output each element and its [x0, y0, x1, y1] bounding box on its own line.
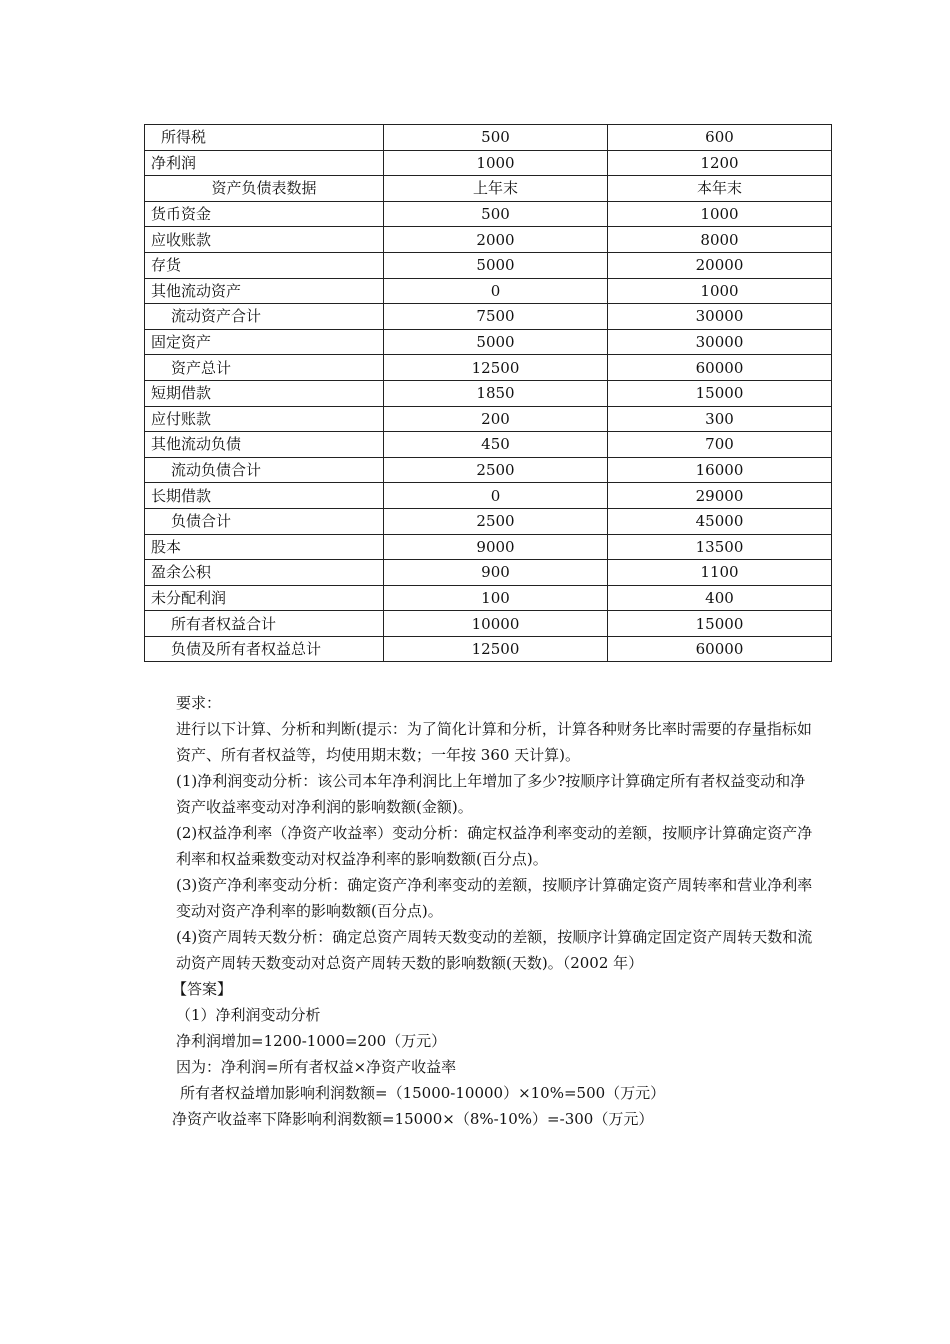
prev-year-value: 0	[384, 483, 608, 509]
curr-year-value: 15000	[608, 611, 832, 637]
row-label: 未分配利润	[145, 585, 384, 611]
table-row	[145, 508, 832, 534]
curr-year-value: 16000	[608, 457, 832, 483]
curr-year-value: 700	[608, 432, 832, 458]
prev-year-value: 100	[384, 585, 608, 611]
curr-year-value: 400	[608, 585, 832, 611]
row-label: 所得税	[145, 125, 384, 151]
table-row	[145, 560, 832, 586]
financial-data-table	[144, 124, 832, 662]
prev-year-value: 2000	[384, 227, 608, 253]
prev-year-value: 5000	[384, 252, 608, 278]
prev-year-value: 0	[384, 278, 608, 304]
table-row	[145, 125, 832, 151]
row-label: 流动负债合计	[145, 457, 384, 483]
curr-year-value: 8000	[608, 227, 832, 253]
requirement-item-2: (2)权益净利率（净资产收益率）变动分析：确定权益净利率变动的差额，按顺序计算确定资产净利率和权益乘数变动对权益净利率的影响数额(百分点)。	[176, 824, 813, 868]
curr-year-value: 13500	[608, 534, 832, 560]
prev-year-value: 12500	[384, 355, 608, 381]
prev-year-value: 10000	[384, 611, 608, 637]
answer-section-1: （1）净利润变动分析	[176, 1006, 321, 1024]
answer-line-3: 所有者权益增加影响利润数额=（15000-10000）×10%=500（万元）	[180, 1084, 666, 1102]
answer-line-4: 净资产收益率下降影响利润数额=15000×（8%-10%）=-300（万元）	[172, 1110, 654, 1128]
table-row	[145, 278, 832, 304]
prev-year-value: 5000	[384, 329, 608, 355]
answer-line-2: 因为：净利润=所有者权益×净资产收益率	[176, 1058, 457, 1076]
row-label: 长期借款	[145, 483, 384, 509]
curr-year-value: 15000	[608, 380, 832, 406]
curr-year-value: 1000	[608, 201, 832, 227]
curr-year-value: 60000	[608, 636, 832, 662]
curr-year-value: 29000	[608, 483, 832, 509]
prev-year-value: 1000	[384, 150, 608, 176]
table-row	[145, 304, 832, 330]
row-label: 其他流动资产	[145, 278, 384, 304]
row-label: 资产总计	[145, 355, 384, 381]
row-label: 货币资金	[145, 201, 384, 227]
curr-year-value: 300	[608, 406, 832, 432]
table-row	[145, 457, 832, 483]
prev-year-value: 7500	[384, 304, 608, 330]
curr-year-value: 30000	[608, 304, 832, 330]
prev-year-value: 500	[384, 201, 608, 227]
prev-year-value: 450	[384, 432, 608, 458]
prev-year-value: 2500	[384, 508, 608, 534]
row-label: 资产负债表数据	[145, 176, 384, 202]
table-row	[145, 201, 832, 227]
table-row	[145, 611, 832, 637]
requirements-intro: 进行以下计算、分析和判断(提示：为了简化计算和分析，计算各种财务比率时需要的存量指标如资产、所有者权益等，均使用期末数；一年按 360 天计算)。	[176, 720, 812, 764]
table-row	[145, 329, 832, 355]
table-row	[145, 432, 832, 458]
row-label: 净利润	[145, 150, 384, 176]
answer-line-1: 净利润增加=1200-1000=200（万元）	[176, 1032, 447, 1050]
table-row	[145, 150, 832, 176]
requirement-item-4: (4)资产周转天数分析：确定总资产周转天数变动的差额，按顺序计算确定固定资产周转天数和流动资产周转天数变动对总资产周转天数的影响数额(天数)。（2002 年）	[176, 928, 813, 972]
prev-year-value: 2500	[384, 457, 608, 483]
table-row	[145, 483, 832, 509]
row-label: 短期借款	[145, 380, 384, 406]
requirement-item-1: (1)净利润变动分析：该公司本年净利润比上年增加了多少?按顺序计算确定所有者权益变动和净资产收益率变动对净利润的影响数额(金额)。	[176, 772, 806, 816]
row-label: 股本	[145, 534, 384, 560]
requirements-heading: 要求：	[176, 694, 222, 712]
table-row	[145, 227, 832, 253]
table-row	[145, 252, 832, 278]
table-row	[145, 176, 832, 202]
row-label: 其他流动负债	[145, 432, 384, 458]
row-label: 所有者权益合计	[145, 611, 384, 637]
row-label: 固定资产	[145, 329, 384, 355]
prev-year-value: 1850	[384, 380, 608, 406]
table-row	[145, 585, 832, 611]
table-row	[145, 534, 832, 560]
curr-year-value: 1000	[608, 278, 832, 304]
prev-year-value: 9000	[384, 534, 608, 560]
row-label: 负债合计	[145, 508, 384, 534]
prev-year-value: 500	[384, 125, 608, 151]
row-label: 存货	[145, 252, 384, 278]
table-row	[145, 406, 832, 432]
table-body	[145, 125, 832, 662]
table-row	[145, 355, 832, 381]
curr-year-value: 60000	[608, 355, 832, 381]
curr-year-value: 20000	[608, 252, 832, 278]
table-row	[145, 380, 832, 406]
prev-year-value: 900	[384, 560, 608, 586]
prev-year-value: 上年末	[384, 176, 608, 202]
curr-year-value: 30000	[608, 329, 832, 355]
row-label: 负债及所有者权益总计	[145, 636, 384, 662]
curr-year-value: 45000	[608, 508, 832, 534]
row-label: 流动资产合计	[145, 304, 384, 330]
requirements-section	[146, 690, 816, 1132]
row-label: 盈余公积	[145, 560, 384, 586]
table-row	[145, 636, 832, 662]
row-label: 应收账款	[145, 227, 384, 253]
prev-year-value: 12500	[384, 636, 608, 662]
answer-heading: 【答案】	[172, 980, 233, 998]
curr-year-value: 本年末	[608, 176, 832, 202]
curr-year-value: 600	[608, 125, 832, 151]
curr-year-value: 1100	[608, 560, 832, 586]
row-label: 应付账款	[145, 406, 384, 432]
prev-year-value: 200	[384, 406, 608, 432]
curr-year-value: 1200	[608, 150, 832, 176]
requirement-item-3: (3)资产净利率变动分析：确定资产净利率变动的差额，按顺序计算确定资产周转率和营业净利率变动对资产净利率的影响数额(百分点)。	[176, 876, 813, 920]
